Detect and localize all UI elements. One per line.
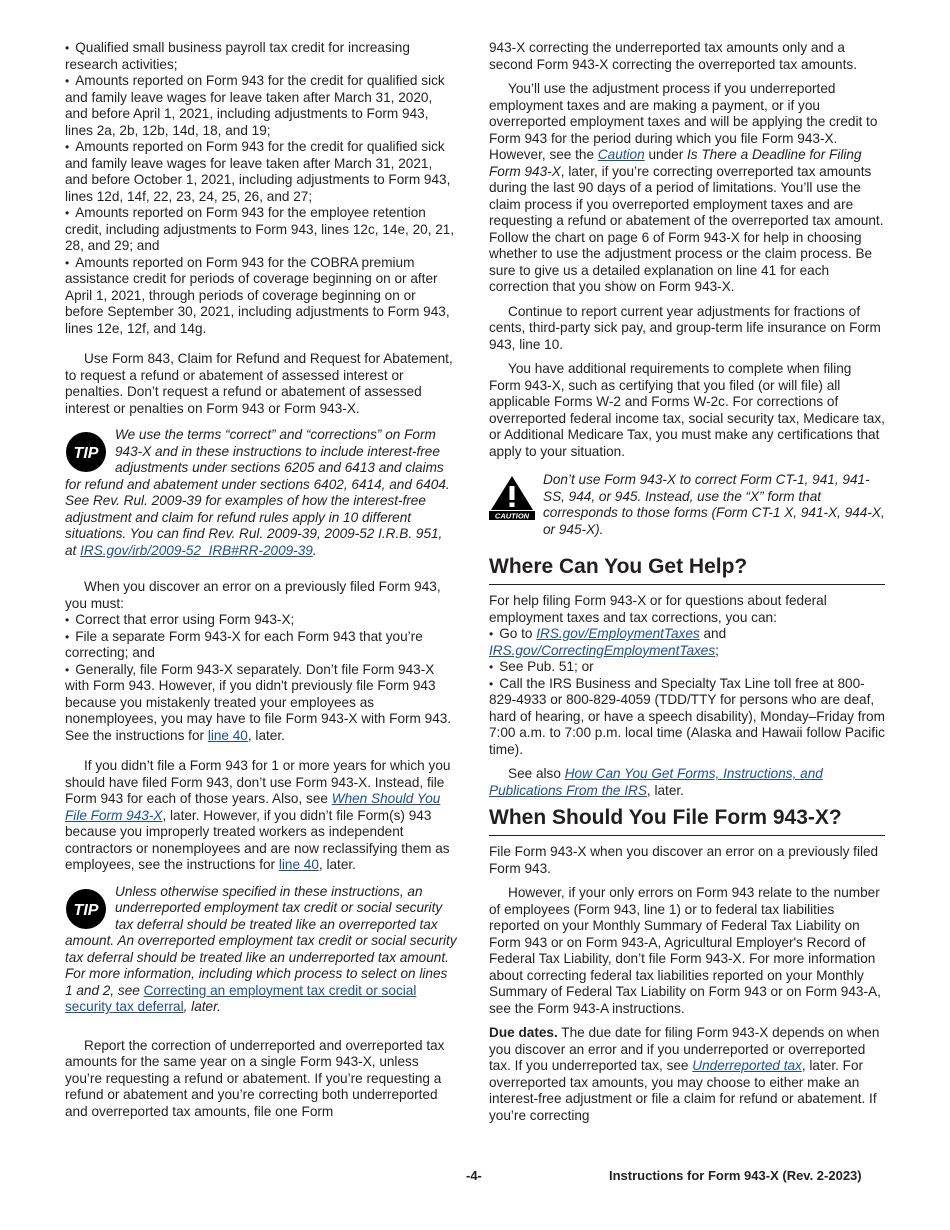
list-item: • Amounts reported on Form 943 for the COBRA premium assistance credit for periods of coverage beginning on or after April 1, 2021, through periods of coverage beginning on or before September 30, 2021, including adjustments to Form 943, lines 12e, 12f, and 14g.: [65, 255, 457, 338]
left-column: [65, 40, 457, 1120]
paragraph-continued: 943-X correcting the underreported tax amounts only and a second Form 943-X correcting the overreported tax amounts.: [489, 40, 857, 72]
page-number: -4-: [466, 1168, 482, 1183]
list-item: • Call the IRS Business and Specialty Tax Line toll free at 800-829-4933 or 800-829-4059 (TDD/TTY for persons who are deaf, hard of hearing, or have a speech disability), Monday–Friday from 7:00 a.m. to 7:00 p.m. local time (Alaska and Hawaii follow Pacific time).: [489, 676, 885, 759]
paragraph-adjustment: You’ll use the adjustment process if you underreported employment taxes and are making a payment, or if you overreported employment taxes and will be applying the credit to Form 943 for the period during which you file Form 943-X. However, see the Caution under Is There a Deadline for Filing Form 943-X, later, if you’re correcting overreported tax amounts during the last 90 days of a period of limitations. You’ll use the claim process if you overreported employment taxes and are requesting a refund or abatement of the overreported tax amount. Follow the chart on page 6 of Form 943-X for help in choosing whether to use the adjustment process or the claim process. Be sure to give us a detailed explanation on line 41 for each correction that you show on Form 943-X.: [489, 81, 884, 294]
list-item: • Go to IRS.gov/EmploymentTaxes and IRS.gov/CorrectingEmploymentTaxes;: [489, 626, 885, 659]
paragraph-due-dates: Due dates. The due date for filing Form 943-X depends on when you discover an error and if you underreported or overreported tax. If you underreported tax, see Underreported tax, later. For overreported tax amounts, you may choose to either make an interest-free adjustment or file a claim for refund or abatement. If you’re correcting: [489, 1025, 880, 1123]
tip-box-2: TIP Unless otherwise specified in these instructions, an underreported employment tax credit or social security tax deferral should be treated like an overreported tax amount. An overreported employment tax credit or social security tax deferral should be treated like an underreported tax amount. For more information, including which process to select on lines 1 and 2, see Correcting an employment tax credit or social security tax deferral, later.: [65, 883, 457, 1014]
tip-icon: [65, 431, 107, 473]
paragraph-additional: You have additional requirements to complete when filing Form 943-X, such as certifying that you filed (or will file) all applicable Forms W-2 and Forms W-2c. For corrections of overreported federal income tax, social security tax, Medicare tax, or Additional Medicare Tax, you must make any certifications that apply to your situation.: [489, 361, 885, 459]
paragraph-current-year: Continue to report current year adjustments for fractions of cents, third-party sick pay, and group-term life insurance on Form 943, line 10.: [489, 303, 881, 352]
tip-icon: [65, 888, 107, 930]
right-column: [489, 40, 885, 1124]
underreported-tax-link[interactable]: Underreported tax: [692, 1058, 802, 1073]
heading-when-file: When Should You File Form 943-X?: [489, 805, 885, 836]
when-file-link[interactable]: When Should You File Form 943-X: [65, 791, 441, 823]
list-item: • Generally, file Form 943-X separately. Don’t file Form 943-X with Form 943. However, if you didn't previously file Form 943 because you mistakenly treated your employees as nonemployees, you may have to file Form 943-X with Form 943. See the instructions for line 40, later.: [65, 662, 457, 745]
list-item: • Amounts reported on Form 943 for the credit for qualified sick and family leave wages for leave taken after March 31, 2021, and before October 1, 2021, including adjustments to Form 943, lines 12d, 14f, 22, 23, 24, 25, 26, and 27;: [65, 139, 457, 205]
list-item: • See Pub. 51; or: [489, 659, 885, 676]
line-40-link[interactable]: line 40: [207, 727, 248, 743]
paragraph-see-also: See also How Can You Get Forms, Instructions, and Publications From the IRS, later.: [489, 766, 823, 798]
svg-text:TIP: TIP: [73, 445, 99, 462]
heading-get-help: Where Can You Get Help?: [489, 554, 885, 585]
forms-link[interactable]: How Can You Get Forms, Instructions, and Publications From the IRS: [489, 766, 823, 798]
caution-icon: [489, 474, 535, 520]
paragraph-form-843: Use Form 843, Claim for Refund and Request for Abatement, to request a refund or abatement of assessed interest or penalties. Don’t request a refund or abatement of assessed interest or penalties on Form 943 or Form 943-X.: [65, 351, 453, 416]
irb-link[interactable]: IRS.gov/irb/2009-52_IRB#RR-2009-39: [80, 542, 313, 558]
footer-title: Instructions for Form 943-X (Rev. 2-2023): [609, 1168, 862, 1183]
list-item: • Correct that error using Form 943-X;: [65, 612, 457, 629]
list-item: • Qualified small business payroll tax credit for increasing research activities;: [65, 40, 457, 73]
list-item: • File a separate Form 943-X for each Form 943 that you’re correcting; and: [65, 629, 457, 662]
caution-link[interactable]: Caution: [597, 147, 645, 162]
svg-text:TIP: TIP: [73, 901, 99, 919]
list-item: • Amounts reported on Form 943 for the credit for qualified sick and family leave wages for leave taken after March 31, 2020, and before April 1, 2021, including adjustments to Form 943, lines 2a, 2b, 12b, 14d, 18, and 19;: [65, 73, 457, 139]
paragraph-discover: When you discover an error on a previously filed Form 943, you must:: [65, 579, 441, 611]
paragraph-help-intro: For help filing Form 943-X or for questions about federal employment taxes and tax corrections, you can:: [489, 593, 827, 625]
paragraph-when-1: File Form 943-X when you discover an error on a previously filed Form 943.: [489, 844, 879, 876]
line-40-link[interactable]: line 40: [278, 857, 319, 872]
svg-text:CAUTION: CAUTION: [494, 511, 530, 520]
paragraph-no-file: If you didn’t file a Form 943 for 1 or more years for which you should have filed Form 943, don’t use Form 943-X. Instead, file Form 943 for each of those years. Also, see When Should You File Form 943-X, later. However, if you didn’t file Form(s) 943 because you improperly treated workers as independent contractors or nonemployees and are now reclassifying them as employees, see the instructions for line 40, later.: [65, 758, 451, 872]
paragraph-when-2: However, if your only errors on Form 943 relate to the number of employees (Form 943, line 1) or to federal tax liabilities reported on your Monthly Summary of Federal Tax Liability on Form 943 or on Form 943-A, Agricultural Employer's Record of Federal Tax Liability, don’t file Form 943-X. For more information about correcting federal tax liabilities reported on your Monthly Summary of Federal Tax Liability on Form 943 or on Form 943-A, see the Form 943-A instructions.: [489, 885, 881, 1016]
tip-box-1: TIP We use the terms “correct” and “corrections” on Form 943-X and in these instructions to include interest-free adjustments under sections 6205 and 6413 and claims for refund and abatement under sections 6402, 6414, and 6404. See Rev. Rul. 2009-39 for examples of how the interest-free adjustment and claim for refund rules apply in 10 different situations. You can find Rev. Rul. 2009-39, 2009-52 I.R.B. 951, at IRS.gov/irb/2009-52_IRB#RR-2009-39.: [65, 427, 450, 558]
caution-text: Don’t use Form 943-X to correct Form CT-1, 941, 941-SS, 944, or 945. Instead, use the “X” form that corresponds to those forms (Form CT-1 X, 941-X, 944-X, or 945-X).: [543, 472, 885, 537]
correcting-taxes-link[interactable]: IRS.gov/CorrectingEmploymentTaxes: [489, 642, 716, 658]
correcting-credit-link[interactable]: Correcting an employment tax credit or social security tax deferral: [65, 982, 417, 1014]
list-item: • Amounts reported on Form 943 for the employee retention credit, including adjustments to Form 943, lines 12c, 14e, 20, 21, 28, and 29; and: [65, 205, 457, 255]
caution-box: [489, 472, 885, 538]
employment-taxes-link[interactable]: IRS.gov/EmploymentTaxes: [536, 626, 700, 641]
paragraph-report: Report the correction of underreported and overreported tax amounts for the same year on a single Form 943-X, unless you’re requesting a refund or abatement. If you’re requesting a refund or abatement and you’re correcting both underreported and overreported tax amounts, file one Form: [65, 1037, 445, 1119]
tip-text: Unless otherwise specified in these instructions, an underreported employment tax credit or social security tax deferral should be treated like an overreported tax amount. An overreported employment tax credit or social security tax deferral should be treated like an underreported tax amount. For more information, including which process to select on lines 1 and 2, see: [65, 883, 457, 998]
tip-text: We use the terms “correct” and “corrections” on Form 943-X and in these instructions to include interest-free adjustments under sections 6205 and 6413 and claims for refund and abatement under sections 6402, 6414, and 6404. See Rev. Rul. 2009-39 for examples of how the interest-free adjustment and claim for refund rules apply in 10 different situations. You can find Rev. Rul. 2009-39, 2009-52 I.R.B. 951, at: [65, 427, 450, 558]
